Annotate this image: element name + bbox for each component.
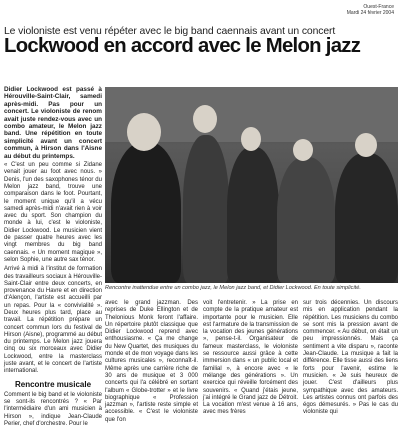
photo-face <box>355 133 377 157</box>
lead-paragraph: Didier Lockwood est passé à Hérouville-Saint-Clair, samedi après-midi. Pas pour un concert. Le violoniste de renom avait juste rendez-vous avec un combo amateur, le Melon jazz band. Une répétition en toute simplicité avant un concert commun, à Hirson dans l'Aisne au début du printemps. <box>4 86 102 160</box>
article-column-1 <box>4 86 102 430</box>
photo-figure <box>183 135 229 283</box>
headline: Lockwood en accord avec le Melon jazz <box>4 35 361 57</box>
photo-face <box>293 139 313 161</box>
photo-figure <box>277 157 335 283</box>
article-column-3 <box>203 300 298 419</box>
photo-caption: Rencontre inattendue entre un combo jazz, le Melon jazz band, et Didier Lockwood. En toute simplicité. <box>105 285 361 291</box>
paper-name: Ouest-France <box>363 4 394 10</box>
masthead <box>347 4 394 16</box>
body-paragraph: avec le grand jazzman. Des reprises de Duke Ellington et de Thelonious Monk feront l'affaire. Un répertoire plutôt classique que Didier Lockwood reprend avec enthousiasme. « Ça me change du New Quartet, des musiques du monde et de mon voyage dans les cultures musicales », reconnaît-il. Même après une carrière riche de 30 ans de musique et 3 000 concerts qui l'a célébré en sortant l'album « Globe-trotter » et le livre biographique « Profession jazzman », l'artiste reste simple et accessible. « C'est le violoniste que l'on <box>105 300 198 423</box>
body-paragraph: voit l'entretenir. » La prise en compte de la pratique amateur est importante pour le musicien. Elle est l'armature de la transmission de la vocation des jeunes générations », pense-t-il. Organisateur de fameux masterclass, le violoniste se ressource aussi grâce à cette immersion dans « un public local et familial », à encore avec « le mélange des générations ». Un exercice qui réveille forcément des souvenirs. « Quand j'étais jeune, j'ai intégré le Grand jazz de Détroit. La vocation m'est venue à 16 ans, avec mes frères <box>203 300 298 416</box>
body-paragraph: sur trois décennies. Un discours mis en application pendant la répétition. Les musiciens du combo se sont mis la pression avant de commencer. « Au début, on était un peu impressionnés. Mais ça sentiment a vite disparu », raconte Jean-Claude. La musique a fait la différence. Elle tisse aussi des liens forts pour l'avenir, estime le musicien. « Je suis heureux de jouer. C'est d'ailleurs plus sympathique avec des amateurs. Les artistes connus ont parfois des égos démesurés. » Pas le cas du violoniste qui <box>303 300 398 416</box>
kicker: Le violoniste est venu répéter avec le big band caennais avant un concert <box>4 26 336 37</box>
body-paragraph: « C'est un peu comme si Zidane venait jouer au foot avec nous. » Denis, l'un des saxophones ténor du Melon jazz band, trouve une comparaison dans le foot. Pourtant, le moment unique qu'il a vécu samedi après-midi n'avait rien à voir avec du sport. Son champion du monde à lui, c'est le violoniste, Didier Lockwood. Le musicien vient de passer quatre heures avec les vingt membres du big band caennais. « Un moment magique », selon Sophie, une autre sax ténor. <box>4 162 102 263</box>
photo-face <box>127 113 161 151</box>
article-column-2 <box>105 300 198 426</box>
article-photo <box>105 87 398 283</box>
photo-face <box>193 105 217 133</box>
photo-face <box>241 127 261 151</box>
subheading: Rencontre musicale <box>14 379 92 389</box>
body-paragraph: Arrivé à midi à l'institut de formation des travailleurs sociaux à Hérouville-Saint-Clair entre deux concerts, en provenance du Havre et en direction d'Alençon, l'artiste est accueilli par un repas. Pour la « convivialité ». Deux heures plus tard, place au travail. La répétition prépare un concert commun lors du festival de Hirson (Aisne), programmé au début du printemps. Le Melon jazz jouera cinq ou six morceaux avec Didier Lockwood, entre la masterclass juste avant, et le concert de l'artiste international. <box>4 266 102 375</box>
article-column-4 <box>303 300 398 419</box>
body-paragraph: Comment le big band et le violoniste se sont-ils rencontrés ? « Par l'intermédiaire d'un ami musicien à Hirson », indique Jean-Claude Perier, chef d'orchestre. Pour le <box>4 391 102 427</box>
photo-figure <box>335 153 398 283</box>
issue-date: Mardi 24 février 2004 <box>346 10 394 16</box>
photo-figure <box>227 147 279 283</box>
photo-figure <box>111 142 181 283</box>
